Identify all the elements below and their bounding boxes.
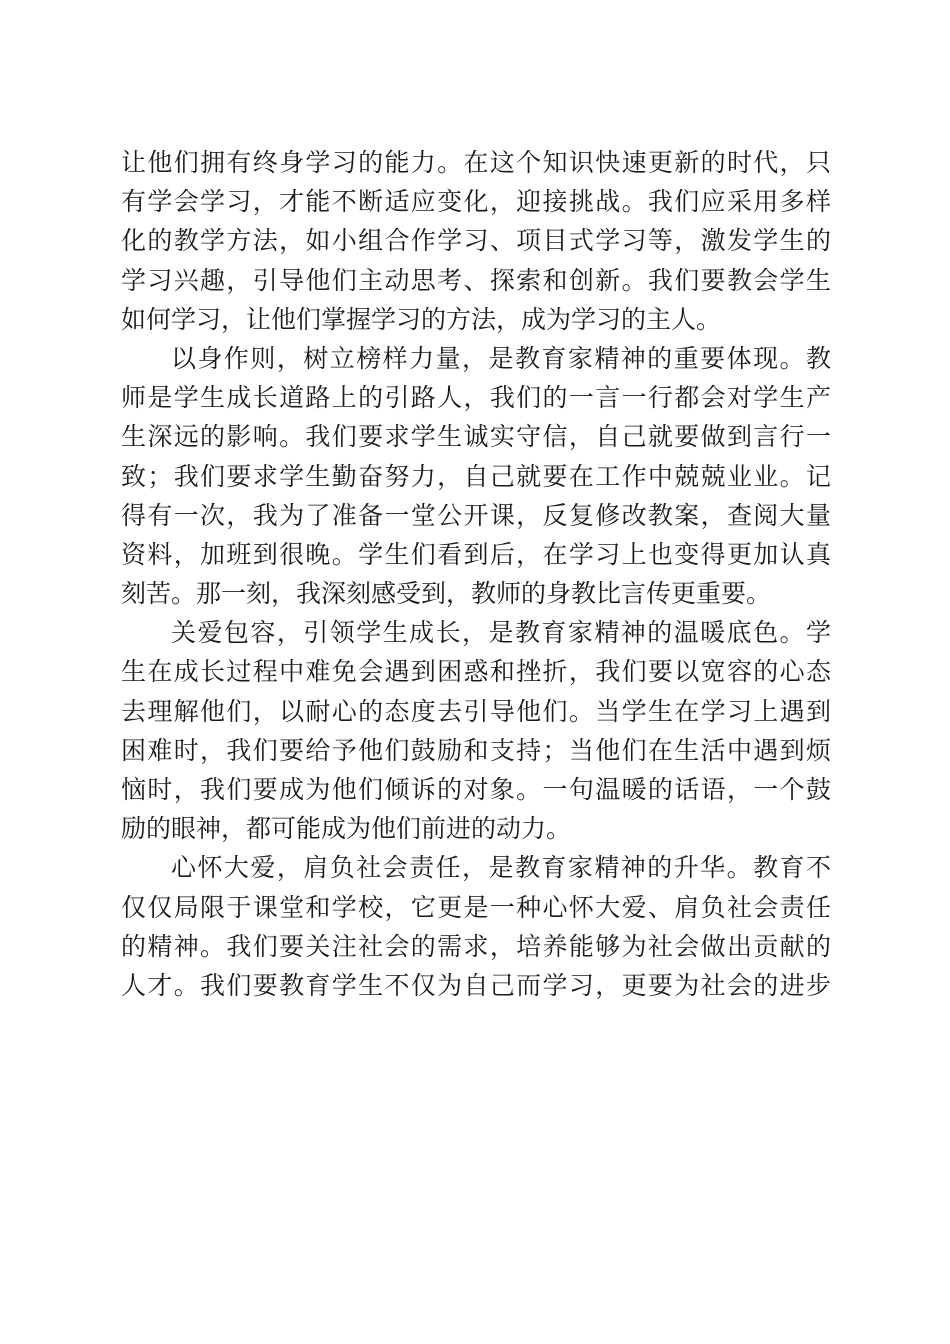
document-body — [121, 143, 831, 1005]
paragraph-4 — [121, 848, 831, 1005]
text-line: 有学会学习，才能不断适应变化，迎接挑战。我们应采用多样 — [121, 187, 831, 217]
text-line: 的精神。我们要关注社会的需求，培养能够为社会做出贡献的 — [121, 931, 831, 961]
text-line: 生在成长过程中难免会遇到困惑和挫折，我们要以宽容的心态 — [121, 657, 831, 687]
text-line: 励的眼神，都可能成为他们前进的动力。 — [121, 814, 572, 844]
text-line: 生深远的影响。我们要求学生诚实守信，自己就要做到言行一 — [121, 422, 831, 452]
text-line: 学习兴趣，引导他们主动思考、探索和创新。我们要教会学生 — [121, 265, 831, 295]
paragraph-3 — [121, 613, 831, 848]
text-line: 困难时，我们要给予他们鼓励和支持；当他们在生活中遇到烦 — [121, 735, 831, 765]
text-line: 人才。我们要教育学生不仅为自己而学习，更要为社会的进步 — [121, 970, 831, 1000]
text-line: 心怀大爱，肩负社会责任，是教育家精神的升华。教育不 — [171, 853, 831, 883]
text-line: 仅仅局限于课堂和学校，它更是一种心怀大爱、肩负社会责任 — [121, 892, 831, 922]
text-line: 资料，加班到很晚。学生们看到后，在学习上也变得更加认真 — [121, 539, 831, 569]
text-line: 刻苦。那一刻，我深刻感受到，教师的身教比言传更重要。 — [121, 579, 772, 609]
text-line: 关爱包容，引领学生成长，是教育家精神的温暖底色。学 — [171, 618, 831, 648]
paragraph-1 — [121, 143, 831, 339]
text-line: 以身作则，树立榜样力量，是教育家精神的重要体现。教 — [171, 343, 831, 373]
paragraph-2 — [121, 339, 831, 613]
text-line: 让他们拥有终身学习的能力。在这个知识快速更新的时代，只 — [121, 148, 831, 177]
text-line: 致；我们要求学生勤奋努力，自己就要在工作中兢兢业业。记 — [121, 461, 831, 491]
text-line: 得有一次，我为了准备一堂公开课，反复修改教案，查阅大量 — [121, 500, 831, 530]
text-line: 师是学生成长道路上的引路人，我们的一言一行都会对学生产 — [121, 383, 831, 413]
text-line: 如何学习，让他们掌握学习的方法，成为学习的主人。 — [121, 304, 722, 334]
text-line: 恼时，我们要成为他们倾诉的对象。一句温暖的话语，一个鼓 — [121, 775, 831, 804]
text-line: 去理解他们，以耐心的态度去引导他们。当学生在学习上遇到 — [121, 696, 831, 726]
text-line: 化的教学方法，如小组合作学习、项目式学习等，激发学生的 — [121, 226, 831, 256]
